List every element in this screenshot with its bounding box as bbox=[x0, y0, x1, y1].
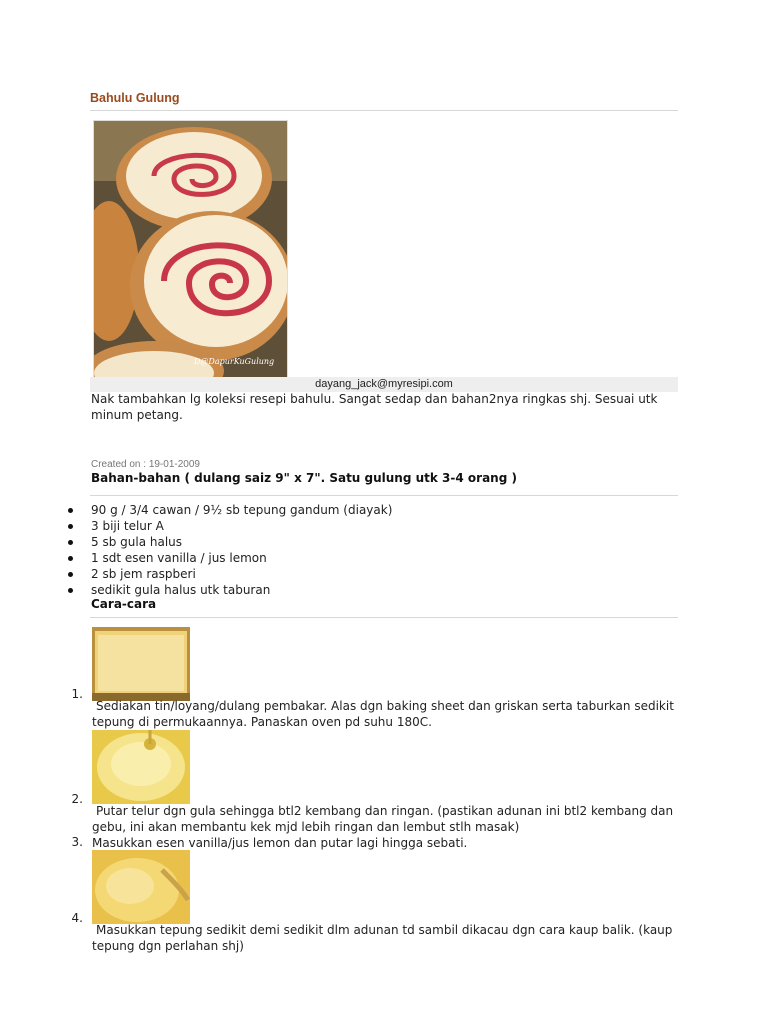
list-item: 1 sdt esen vanilla / jus lemon bbox=[66, 550, 666, 566]
list-item: sedikit gula halus utk taburan bbox=[66, 582, 666, 598]
list-item: 3 biji telur A bbox=[66, 518, 666, 534]
swiss-roll-image bbox=[94, 121, 288, 378]
intro-text: Nak tambahkan lg koleksi resepi bahulu. Sangat sedap dan bahan2nya ringkas shj. Sesuai utk minum petang. bbox=[91, 392, 658, 422]
recipe-photo bbox=[93, 120, 288, 378]
bullet-icon bbox=[68, 524, 73, 529]
bullet-icon bbox=[68, 540, 73, 545]
list-item: 90 g / 3/4 cawan / 9½ sb tepung gandum (diayak) bbox=[66, 502, 666, 518]
bullet-icon bbox=[68, 556, 73, 561]
method-heading: Cara-cara bbox=[91, 597, 157, 611]
created-date: Created on : 19-01-2009 bbox=[91, 459, 200, 470]
step-1-image bbox=[92, 627, 190, 701]
photo-watermark: D@DapurKuGulung bbox=[194, 357, 275, 366]
bullet-icon bbox=[68, 508, 73, 513]
list-item: 5 sb gula halus bbox=[66, 534, 666, 550]
step-2-image bbox=[92, 730, 190, 804]
step-3-text: Masukkan esen vanilla/jus lemon dan putar lagi hingga sebati. bbox=[92, 836, 468, 850]
step-1-number: 1. bbox=[71, 687, 83, 701]
step-4-text: Masukkan tepung sedikit demi sedikit dlm adunan td sambil dikacau dgn cara kaup balik. (kaup tepung dgn perlahan shj) bbox=[92, 923, 673, 953]
bullet-icon bbox=[68, 572, 73, 577]
bullet-icon bbox=[68, 588, 73, 593]
title-divider bbox=[90, 110, 678, 111]
step-2-number: 2. bbox=[71, 792, 83, 806]
ingredients-heading: Bahan-bahan ( dulang saiz 9" x 7". Satu gulung utk 3-4 orang ) bbox=[91, 471, 517, 485]
ingredients-list bbox=[66, 502, 666, 598]
step-1-text: Sediakan tin/loyang/dulang pembakar. Alas dgn baking sheet dan griskan serta taburkan sedikit tepung di permukaannya. Panaskan oven pd suhu 180C. bbox=[92, 699, 674, 729]
ingredients-divider bbox=[90, 495, 678, 496]
author-email[interactable]: dayang_jack@myresipi.com bbox=[90, 377, 678, 392]
list-item: 2 sb jem raspberi bbox=[66, 566, 666, 582]
page-title: Bahulu Gulung bbox=[90, 91, 180, 105]
step-4-number: 4. bbox=[71, 911, 83, 925]
step-4-image bbox=[92, 850, 190, 924]
method-divider bbox=[90, 617, 678, 618]
step-2-text: Putar telur dgn gula sehingga btl2 kembang dan ringan. (pastikan adunan ini btl2 kembang dan gebu, ini akan membantu kek mjd lebih ringan dan lembut stlh masak) bbox=[92, 804, 674, 834]
step-3-number: 3. bbox=[71, 835, 83, 849]
